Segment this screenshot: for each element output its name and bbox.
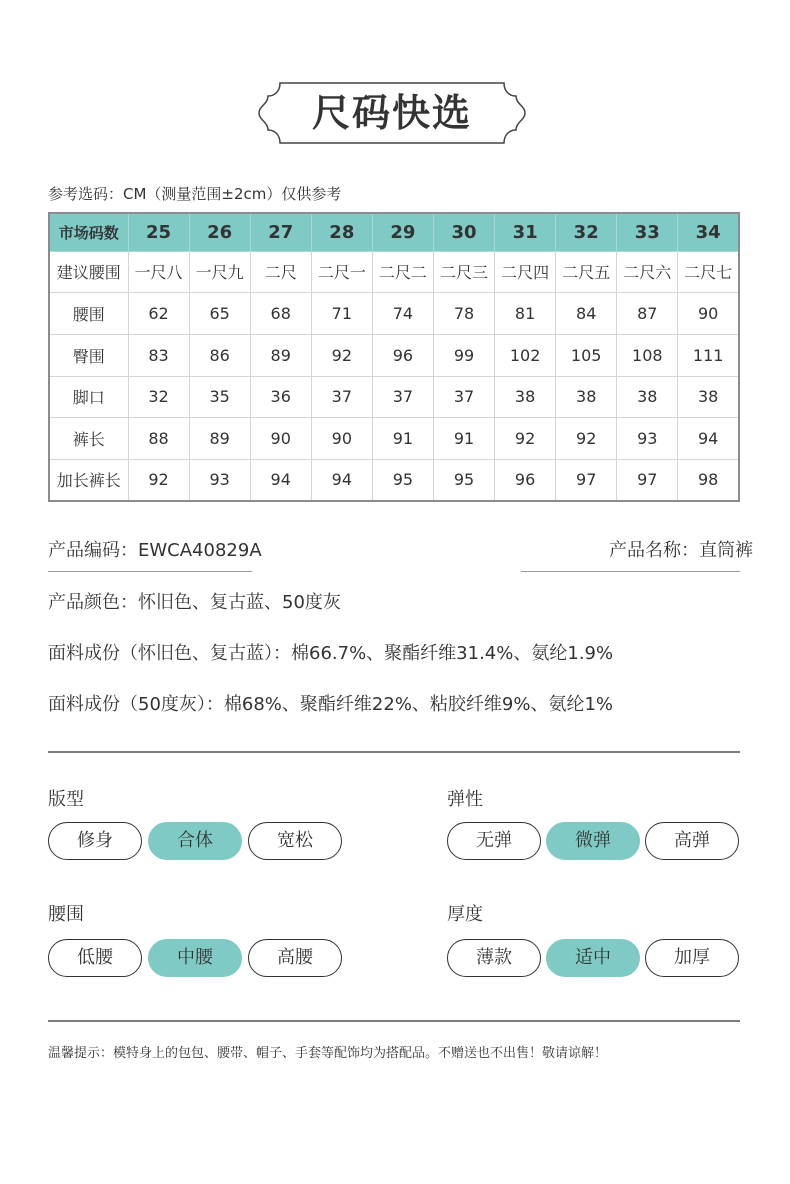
table-cell: 38 — [495, 376, 556, 418]
table-cell: 35 — [189, 376, 250, 418]
divider-bottom — [48, 1020, 740, 1022]
table-cell: 92 — [128, 459, 189, 501]
table-header-size: 28 — [311, 213, 372, 251]
table-cell: 37 — [433, 376, 494, 418]
table-cell: 93 — [189, 459, 250, 501]
table-cell: 二尺一 — [311, 251, 372, 293]
table-cell: 105 — [556, 334, 617, 376]
table-cell: 92 — [311, 334, 372, 376]
table-row — [49, 418, 739, 460]
thickness-option-2[interactable]: 适中 — [546, 939, 640, 977]
table-cell: 二尺三 — [433, 251, 494, 293]
table-cell: 108 — [617, 334, 678, 376]
code-underline — [48, 571, 252, 572]
table-header-size: 34 — [678, 213, 739, 251]
table-cell: 二尺六 — [617, 251, 678, 293]
table-cell: 36 — [250, 376, 311, 418]
table-cell: 94 — [250, 459, 311, 501]
fit-option-1[interactable]: 修身 — [48, 822, 142, 860]
table-cell: 96 — [495, 459, 556, 501]
table-cell: 62 — [128, 293, 189, 335]
table-cell: 二尺 — [250, 251, 311, 293]
table-cell: 65 — [189, 293, 250, 335]
thickness-label: 厚度 — [447, 904, 483, 925]
product-colors: 产品颜色：怀旧色、复古蓝、50度灰 — [48, 592, 341, 613]
waist-option-2[interactable]: 中腰 — [148, 939, 242, 977]
table-cell: 83 — [128, 334, 189, 376]
table-cell: 84 — [556, 293, 617, 335]
table-cell: 99 — [433, 334, 494, 376]
title-banner — [258, 82, 526, 144]
table-cell: 95 — [433, 459, 494, 501]
table-cell: 91 — [433, 418, 494, 460]
table-cell: 二尺四 — [495, 251, 556, 293]
footnote: 温馨提示：模特身上的包包、腰带、帽子、手套等配饰均为搭配品。不赠送也不出售！敬请谅解！ — [48, 1046, 608, 1061]
table-cell: 97 — [556, 459, 617, 501]
table-cell: 92 — [556, 418, 617, 460]
table-cell: 68 — [250, 293, 311, 335]
table-header-size: 27 — [250, 213, 311, 251]
table-cell: 74 — [372, 293, 433, 335]
table-cell: 38 — [678, 376, 739, 418]
divider-top — [48, 751, 740, 753]
table-header-size: 33 — [617, 213, 678, 251]
table-cell: 88 — [128, 418, 189, 460]
thickness-option-3[interactable]: 加厚 — [645, 939, 739, 977]
table-row — [49, 334, 739, 376]
thickness-option-1[interactable]: 薄款 — [447, 939, 541, 977]
table-cell: 90 — [311, 418, 372, 460]
table-cell: 一尺八 — [128, 251, 189, 293]
table-row-label: 臀围 — [49, 334, 128, 376]
table-cell: 37 — [372, 376, 433, 418]
name-underline — [521, 571, 740, 572]
product-code: 产品编码：EWCA40829A — [48, 540, 262, 561]
table-cell: 92 — [495, 418, 556, 460]
table-header-label: 市场码数 — [49, 213, 128, 251]
table-row-label: 脚口 — [49, 376, 128, 418]
waist-label: 腰围 — [48, 904, 84, 925]
table-header-size: 30 — [433, 213, 494, 251]
fit-option-3[interactable]: 宽松 — [248, 822, 342, 860]
reference-note: 参考选码：CM（测量范围±2cm）仅供参考 — [48, 185, 342, 203]
fit-option-2[interactable]: 合体 — [148, 822, 242, 860]
table-row-label: 裤长 — [49, 418, 128, 460]
waist-option-3[interactable]: 高腰 — [248, 939, 342, 977]
table-cell: 二尺五 — [556, 251, 617, 293]
table-header-size: 29 — [372, 213, 433, 251]
table-cell: 93 — [617, 418, 678, 460]
table-cell: 38 — [556, 376, 617, 418]
table-cell: 81 — [495, 293, 556, 335]
product-name: 产品名称：直筒裤 — [609, 540, 753, 561]
table-cell: 71 — [311, 293, 372, 335]
table-cell: 89 — [189, 418, 250, 460]
table-header-size: 32 — [556, 213, 617, 251]
table-cell: 102 — [495, 334, 556, 376]
table-cell: 98 — [678, 459, 739, 501]
table-cell: 96 — [372, 334, 433, 376]
elasticity-option-1[interactable]: 无弹 — [447, 822, 541, 860]
table-cell: 一尺九 — [189, 251, 250, 293]
fabric-composition-1: 面料成份（怀旧色、复古蓝）：棉66.7%、聚酯纤维31.4%、氨纶1.9% — [48, 643, 614, 664]
table-cell: 二尺二 — [372, 251, 433, 293]
elasticity-label: 弹性 — [447, 789, 483, 810]
table-row-label: 建议腰围 — [49, 251, 128, 293]
table-row-label: 加长裤长 — [49, 459, 128, 501]
table-header-size: 25 — [128, 213, 189, 251]
table-cell: 38 — [617, 376, 678, 418]
table-cell: 91 — [372, 418, 433, 460]
elasticity-option-3[interactable]: 高弹 — [645, 822, 739, 860]
size-table — [48, 212, 740, 502]
table-header-row — [49, 213, 739, 251]
table-cell: 111 — [678, 334, 739, 376]
table-header-size: 31 — [495, 213, 556, 251]
table-cell: 94 — [678, 418, 739, 460]
fit-label: 版型 — [48, 789, 84, 810]
page-title: 尺码快选 — [311, 91, 472, 135]
table-cell: 78 — [433, 293, 494, 335]
table-row — [49, 459, 739, 501]
table-cell: 86 — [189, 334, 250, 376]
table-cell: 95 — [372, 459, 433, 501]
table-row — [49, 251, 739, 293]
waist-option-1[interactable]: 低腰 — [48, 939, 142, 977]
table-row-label: 腰围 — [49, 293, 128, 335]
table-cell: 二尺七 — [678, 251, 739, 293]
table-cell: 37 — [311, 376, 372, 418]
table-cell: 90 — [250, 418, 311, 460]
table-cell: 87 — [617, 293, 678, 335]
table-cell: 32 — [128, 376, 189, 418]
table-cell: 97 — [617, 459, 678, 501]
table-row — [49, 293, 739, 335]
table-cell: 89 — [250, 334, 311, 376]
table-header-size: 26 — [189, 213, 250, 251]
table-row — [49, 376, 739, 418]
table-cell: 94 — [311, 459, 372, 501]
fabric-composition-2: 面料成份（50度灰）：棉68%、聚酯纤维22%、粘胶纤维9%、氨纶1% — [48, 694, 614, 715]
table-cell: 90 — [678, 293, 739, 335]
elasticity-option-2[interactable]: 微弹 — [546, 822, 640, 860]
